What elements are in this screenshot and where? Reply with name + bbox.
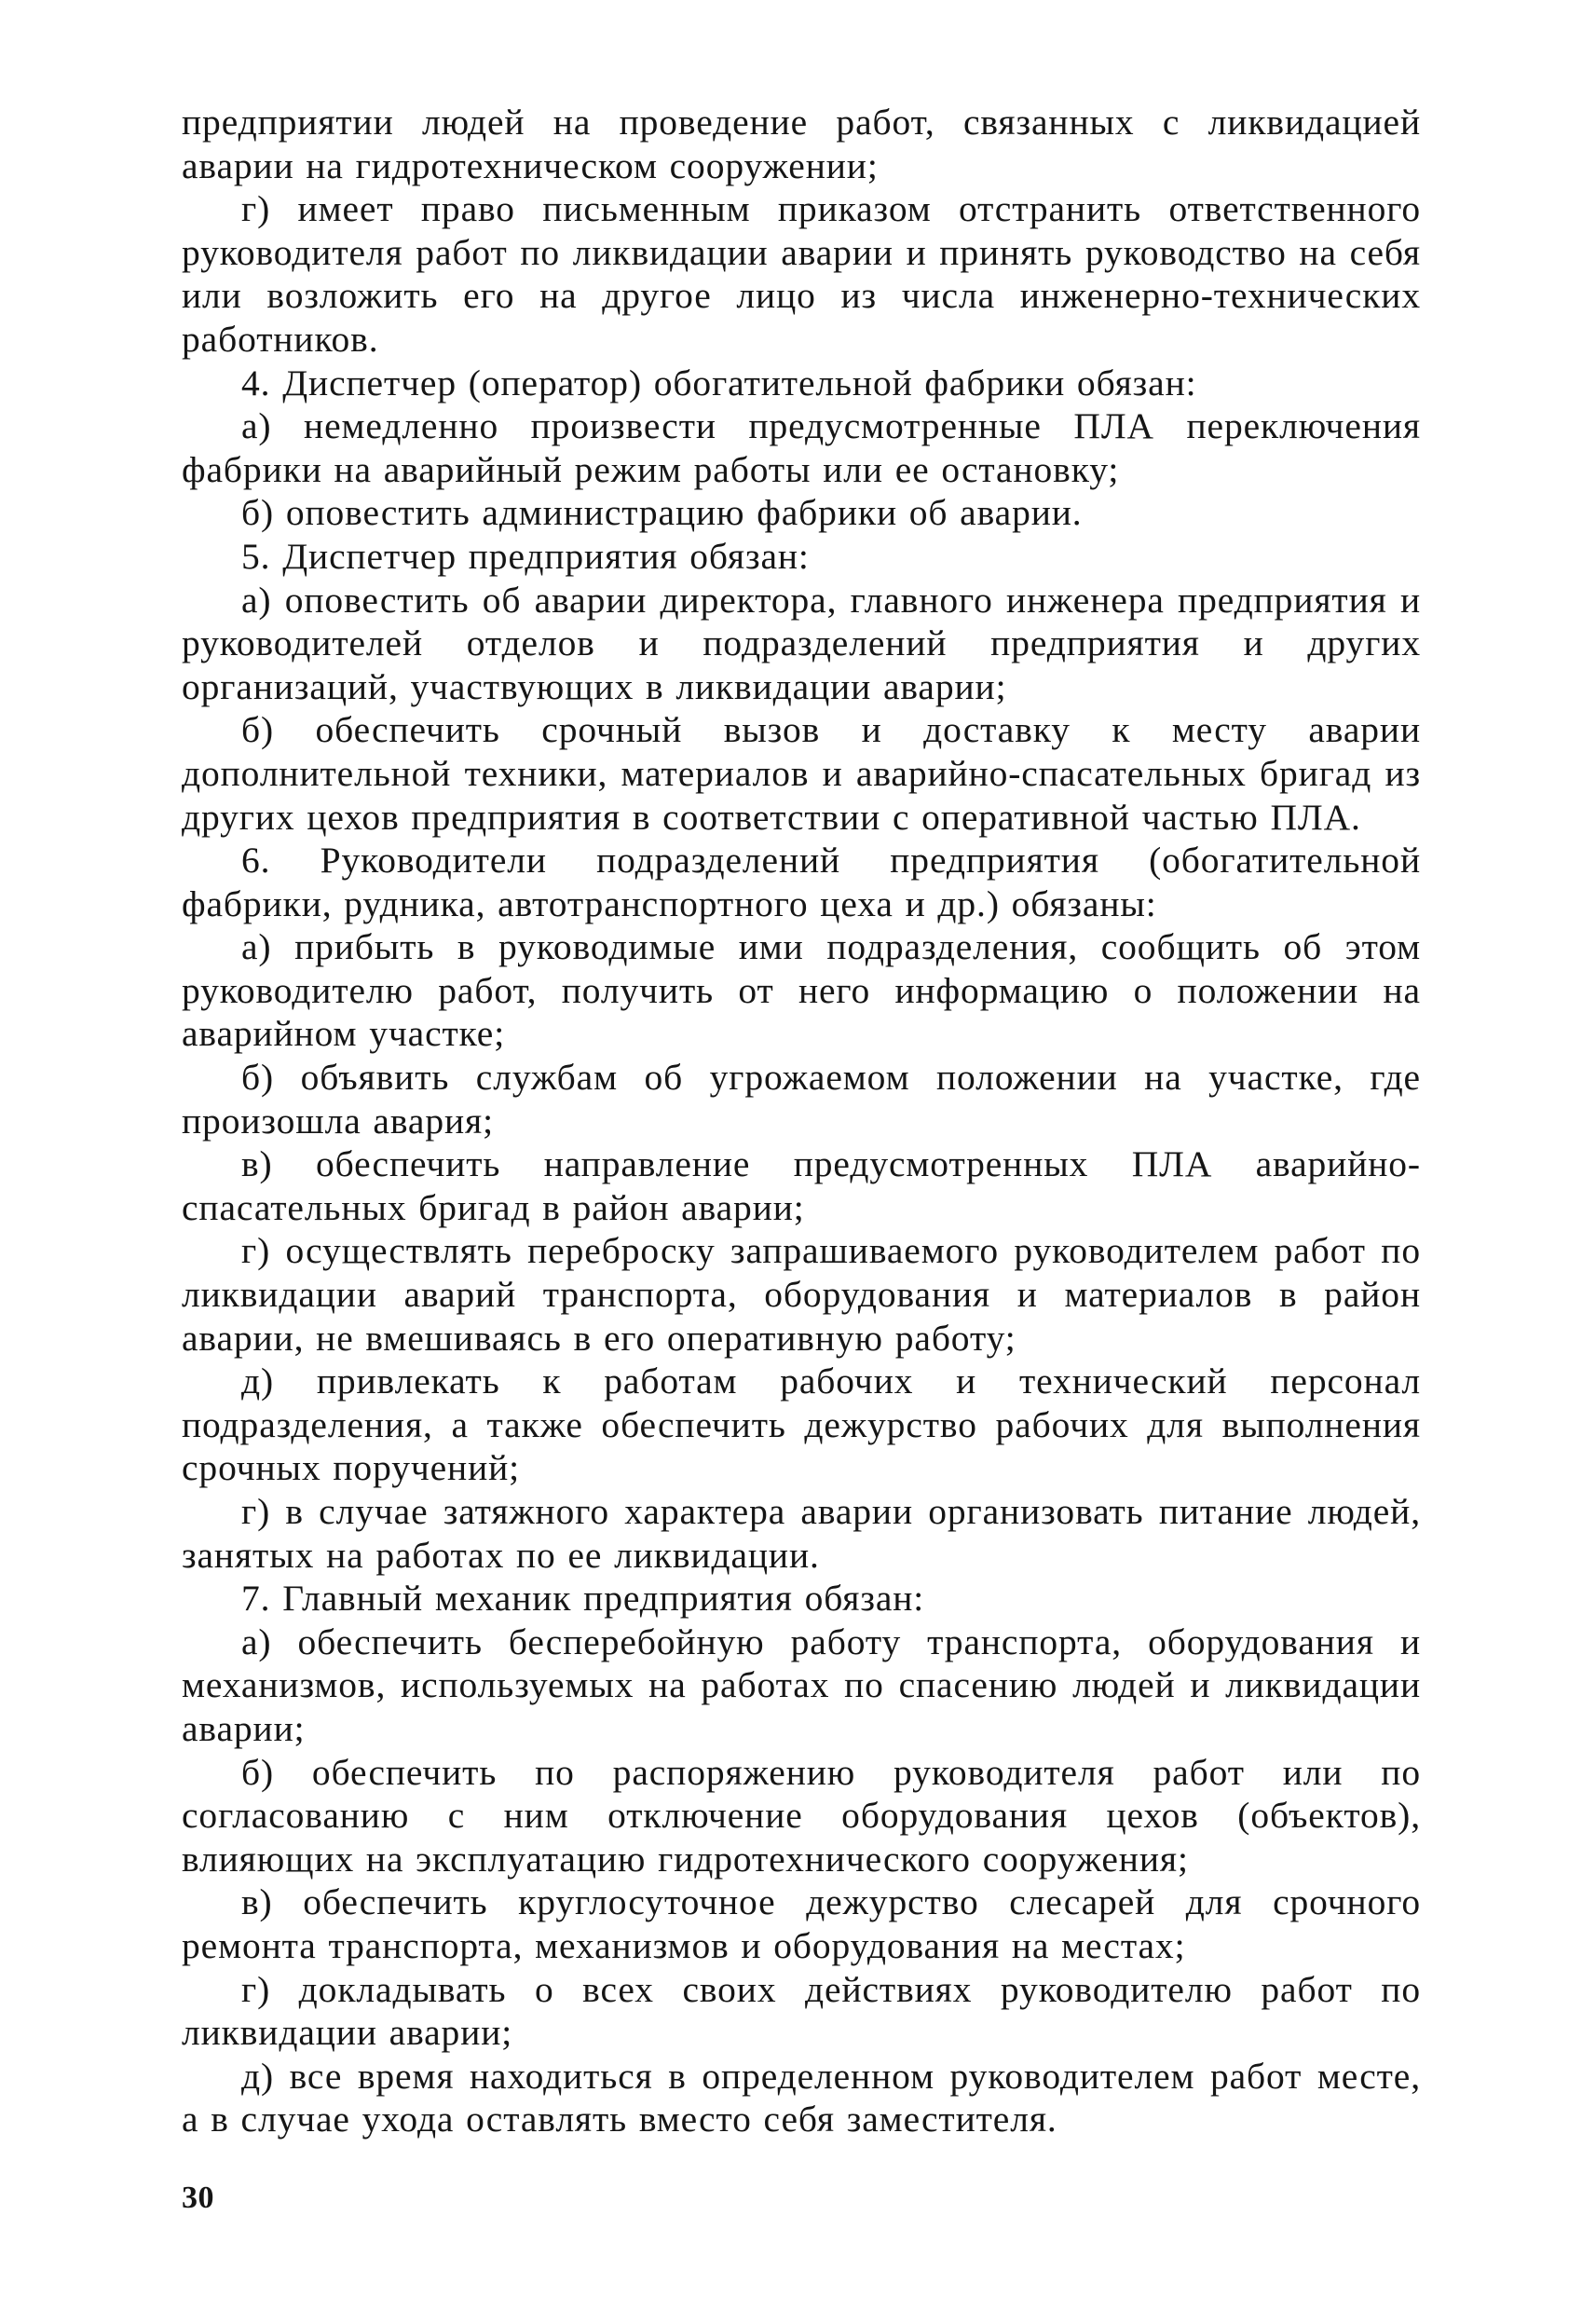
paragraph-item-g: г) имеет право письменным приказом отстранить ответственного руководителя работ по ликвидации аварии и принять руководство на себя или возложить его на другое лицо из числа инженерно-технических работников. [182, 188, 1421, 360]
paragraph-item-g: г) докладывать о всех своих действиях руководителю работ по ликвидации аварии; [182, 1968, 1421, 2054]
paragraph-item-g: г) в случае затяжного характера аварии организовать питание людей, занятых на работах по ее ликвидации. [182, 1491, 1421, 1576]
page-body [182, 101, 1421, 2141]
paragraph-item-g: г) осуществлять переброску запрашиваемого руководителем работ по ликвидации аварий транспорта, оборудования и материалов в район аварии, не вмешиваясь в его оперативную работу; [182, 1230, 1421, 1359]
paragraph-item-a: а) обеспечить бесперебойную работу транспорта, оборудования и механизмов, используемых на работах по спасению людей и ликвидации аварии; [182, 1620, 1421, 1749]
paragraph-item-a: а) немедленно произвести предусмотренные ПЛА переключения фабрики на аварийный режим работы или ее остановку; [182, 405, 1421, 490]
section-7-heading: 7. Главный механик предприятия обязан: [241, 1578, 925, 1620]
paragraph-item-d: д) все время находиться в определенном руководителем работ месте, а в случае ухода оставлять вместо себя заместителя. [182, 2055, 1421, 2140]
page-number: 30 [182, 2181, 214, 2215]
section-6-heading: 6. Руководители подразделений предприятия (обогатительной фабрики, рудника, автотранспортного цеха и др.) обязаны: [182, 840, 1421, 924]
paragraph-item-a: а) оповестить об аварии директора, главного инженера предприятия и руководителей отделов и подразделений предприятия и других организаций, участвующих в ликвидации аварии; [182, 579, 1421, 707]
paragraph-item-a: а) прибыть в руководимые ими подразделения, сообщить об этом руководителю работ, получить от него информацию о положении на аварийном участке; [182, 926, 1421, 1055]
paragraph-item-d: д) привлекать к работам рабочих и технический персонал подразделения, а также обеспечить дежурство рабочих для выполнения срочных поручений; [182, 1361, 1421, 1489]
paragraph-item-b: б) обеспечить срочный вызов и доставку к месту аварии дополнительной техники, материалов и аварийно-спасательных бригад из других цехов предприятия в соответствии с оперативной частью ПЛА. [182, 709, 1421, 838]
paragraph-item-b: б) объявить службам об угрожаемом положении на участке, где произошла авария; [182, 1057, 1421, 1142]
paragraph-continuation: предприятии людей на проведение работ, связанных с ликвидацией аварии на гидротехническом сооружении; [182, 102, 1421, 186]
paragraph-item-v: в) обеспечить круглосуточное дежурство слесарей для срочного ремонта транспорта, механизмов и оборудования на местах; [182, 1881, 1421, 1966]
section-5-heading: 5. Диспетчер предприятия обязан: [241, 535, 810, 577]
section-4-heading: 4. Диспетчер (оператор) обогатительной фабрики обязан: [241, 362, 1197, 403]
paragraph-item-v: в) обеспечить направление предусмотренных ПЛА аварийно-спасательных бригад в район аварии; [182, 1143, 1421, 1228]
paragraph-item-b: б) обеспечить по распоряжению руководителя работ или по согласованию с ним отключение оборудования цехов (объектов), влияющих на эксплуатацию гидротехнического сооружения; [182, 1751, 1421, 1880]
paragraph-item-b: б) оповестить администрацию фабрики об аварии. [241, 492, 1083, 534]
